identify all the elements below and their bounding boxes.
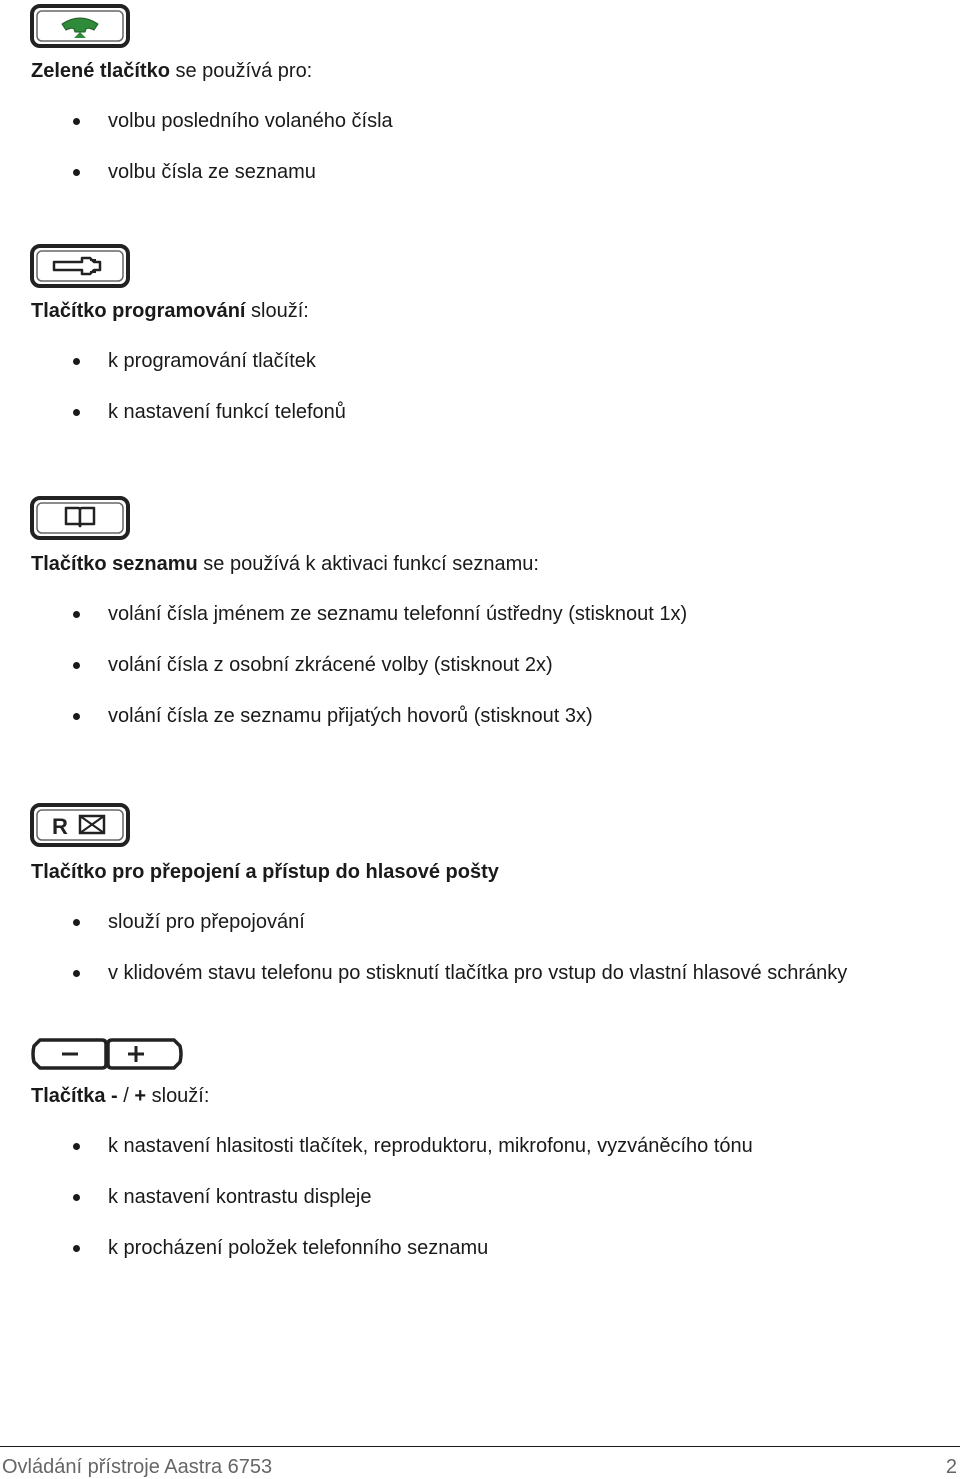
green-key-heading-bold: Zelené tlačítko bbox=[31, 60, 170, 82]
list-item bbox=[0, 910, 960, 934]
transfer-voicemail-icon bbox=[30, 803, 130, 847]
green-key-heading bbox=[31, 59, 312, 83]
bullet-icon bbox=[73, 611, 80, 618]
bullet-icon bbox=[73, 1194, 80, 1201]
volume-keys-heading-rest: slouží: bbox=[146, 1085, 210, 1107]
list-item-text: k nastavení kontrastu displeje bbox=[108, 1186, 372, 1208]
directory-key-heading-rest: se používá k aktivaci funkcí seznamu: bbox=[197, 553, 539, 575]
wrench-icon bbox=[30, 244, 130, 288]
list-item-text: k nastavení hlasitosti tlačítek, reproduktoru, mikrofonu, vyzváněcího tónu bbox=[108, 1135, 753, 1157]
list-item bbox=[0, 349, 960, 373]
volume-keys-heading-sep: / bbox=[117, 1085, 135, 1107]
list-item-text: volbu čísla ze seznamu bbox=[108, 161, 316, 183]
directory-key-heading-bold: Tlačítko seznamu bbox=[31, 553, 198, 575]
list-item bbox=[0, 1236, 960, 1260]
list-item bbox=[0, 400, 960, 424]
list-item-text: volání čísla ze seznamu přijatých hovorů (stisknout 3x) bbox=[108, 705, 593, 727]
green-key-image bbox=[30, 4, 130, 48]
list-item bbox=[0, 653, 960, 677]
program-key-heading-bold: Tlačítko programování bbox=[31, 300, 246, 322]
list-item-text: k procházení položek telefonního seznamu bbox=[108, 1237, 489, 1259]
directory-key-heading bbox=[31, 552, 539, 576]
footer-title: Ovládání přístroje Aastra 6753 bbox=[2, 1456, 273, 1478]
list-item-text: v klidovém stavu telefonu po stisknutí tlačítka pro vstup do vlastní hlasové schránky bbox=[108, 962, 848, 984]
book-icon bbox=[30, 496, 130, 540]
footer-divider bbox=[0, 1446, 960, 1447]
bullet-icon bbox=[73, 118, 80, 125]
list-item-text: k nastavení funkcí telefonů bbox=[108, 401, 346, 423]
program-key-image bbox=[30, 244, 130, 288]
minus-plus-key-image bbox=[30, 1037, 184, 1071]
volume-keys-heading-bold-1: Tlačítka - bbox=[31, 1085, 118, 1107]
transfer-key-heading bbox=[31, 860, 499, 884]
bullet-icon bbox=[73, 409, 80, 416]
bullet-icon bbox=[73, 713, 80, 720]
transfer-key-heading-bold: Tlačítko pro přepojení a přístup do hlasové pošty bbox=[31, 861, 499, 883]
list-item-text: slouží pro přepojování bbox=[108, 911, 305, 933]
list-item-text: volbu posledního volaného čísla bbox=[108, 110, 393, 132]
list-item bbox=[0, 961, 960, 985]
program-key-heading-rest: slouží: bbox=[245, 300, 309, 322]
bullet-icon bbox=[73, 970, 80, 977]
bullet-icon bbox=[73, 1245, 80, 1252]
green-key-heading-rest: se používá pro: bbox=[169, 60, 313, 82]
list-item bbox=[0, 602, 960, 626]
transfer-key-image bbox=[30, 803, 130, 847]
list-item-text: volání čísla jménem ze seznamu telefonní ústředny (stisknout 1x) bbox=[108, 603, 688, 625]
phone-handset-icon bbox=[30, 4, 130, 48]
bullet-icon bbox=[73, 1143, 80, 1150]
bullet-icon bbox=[73, 919, 80, 926]
list-item-text: volání čísla z osobní zkrácené volby (stisknout 2x) bbox=[108, 654, 553, 676]
volume-keys-heading bbox=[31, 1084, 209, 1108]
list-item bbox=[0, 704, 960, 728]
list-item bbox=[0, 109, 960, 133]
list-item bbox=[0, 1134, 960, 1158]
bullet-icon bbox=[73, 662, 80, 669]
minus-plus-icon bbox=[30, 1037, 184, 1071]
program-key-heading bbox=[31, 299, 309, 323]
bullet-icon bbox=[73, 169, 80, 176]
list-item-text: k programování tlačítek bbox=[108, 350, 316, 372]
list-item bbox=[0, 160, 960, 184]
volume-keys-heading-bold-2: + bbox=[134, 1085, 147, 1107]
list-item bbox=[0, 1185, 960, 1209]
bullet-icon bbox=[73, 358, 80, 365]
page-number: 2 bbox=[945, 1456, 957, 1478]
directory-key-image bbox=[30, 496, 130, 540]
transfer-key-letter: R bbox=[52, 814, 68, 839]
